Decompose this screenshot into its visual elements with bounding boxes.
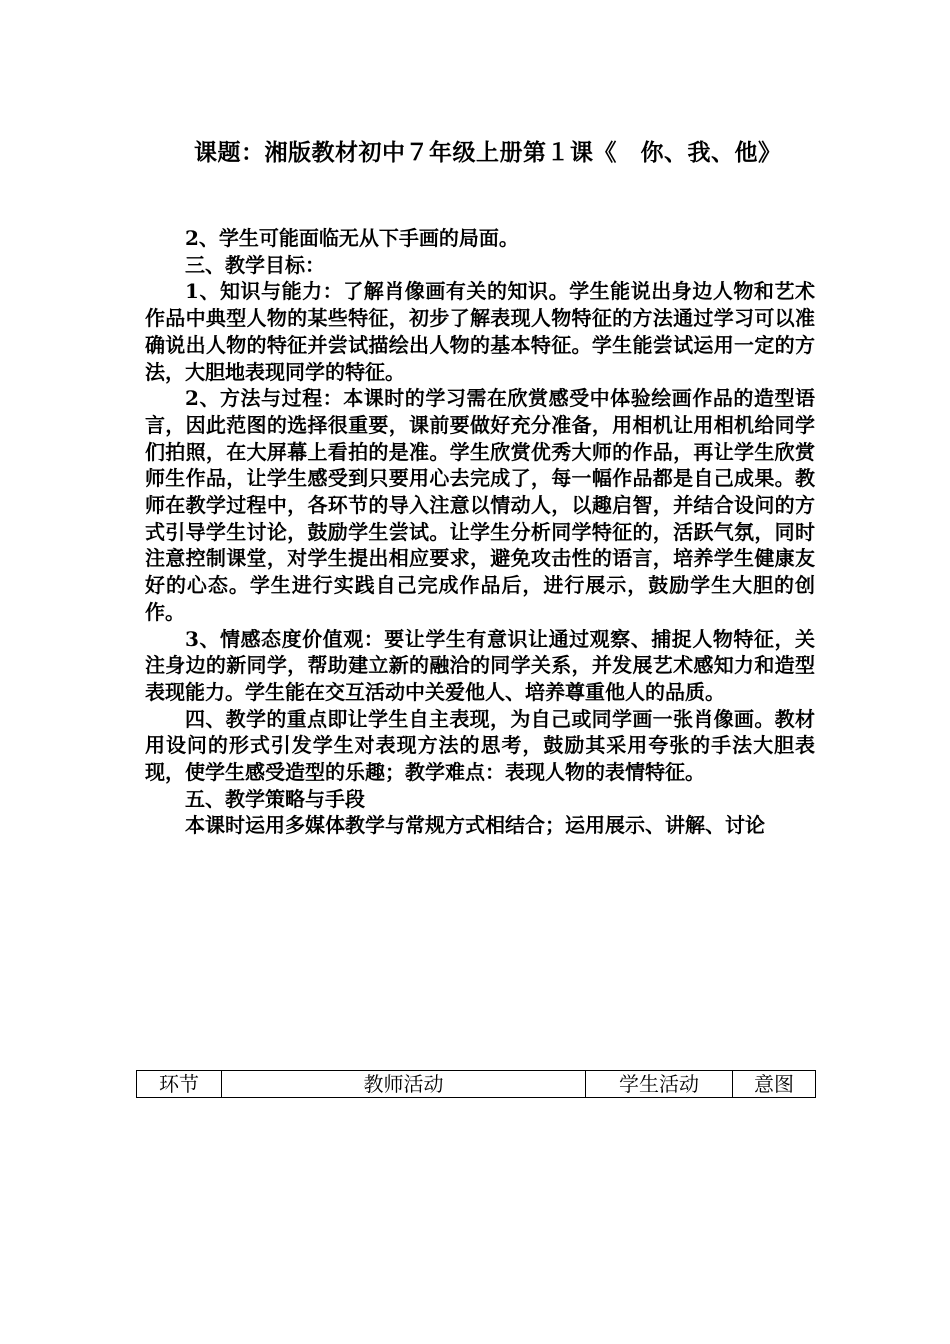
paragraph-key-points: 四、教学的重点即让学生自主表现，为自己或同学画一张肖像画。教材用设问的形式引发学生对表现方法的思考，鼓励其采用夸张的手法大胆表现，使学生感受造型的乐趣；教学难点：表现人物的表情特征。	[145, 706, 815, 785]
document-title: 课题：湘版教材初中７年级上册第１课《 你、我、他》	[194, 139, 782, 166]
heading-teaching-strategy: 五、教学策略与手段	[185, 786, 365, 811]
paragraph-teaching-methods: 本课时运用多媒体教学与常规方式相结合；运用展示、讲解、讨论	[185, 813, 765, 838]
paragraph-emotion-values: 3、情感态度价值观：要让学生有意识让通过观察、捕捉人物特征，关注身边的新同学，帮助建立新的融洽的同学关系，并发展艺术感知力和造型表现能力。学生能在交互活动中关爱他人、培养尊重他人的品质。	[145, 626, 815, 704]
header-student-activity: 学生活动	[586, 1071, 733, 1098]
header-stage: 环节	[137, 1071, 222, 1098]
header-teacher-activity: 教师活动	[222, 1071, 586, 1098]
activity-table	[136, 1070, 816, 1098]
document-body	[145, 225, 815, 839]
paragraph-method-process: 2、方法与过程：本课时的学习需在欣赏感受中体验绘画作品的造型语言，因此范图的选择很重要，课前要做好充分准备，用相机让用相机给同学们拍照，在大屏幕上看拍的是准。学生欣赏优秀大师的作品，再让学生欣赏师生作品，让学生感受到只要用心去完成了，每一幅作品都是自己成果。教师在教学过程中，各环节的导入注意以情动人，以趣启智，并结合设问的方式引导学生讨论，鼓励学生尝试。让学生分析同学特征的，活跃气氛，同时注意控制课堂，对学生提出相应要求，避免攻击性的语言，培养学生健康友好的心态。学生进行实践自己完成作品后，进行展示，鼓励学生大胆的创作。	[145, 386, 815, 624]
paragraph-knowledge-ability: 1、知识与能力：了解肖像画有关的知识。学生能说出身边人物和艺术作品中典型人物的某些特征，初步了解表现人物特征的方法通过学习可以准确说出人物的特征并尝试描绘出人物的基本特征。学生能尝试运用一定的方法，大胆地表现同学的特征。	[145, 279, 815, 384]
paragraph-student-difficulty: 2、学生可能面临无从下手画的局面。	[185, 226, 519, 250]
header-intent: 意图	[733, 1071, 816, 1098]
heading-teaching-goals: 三、教学目标：	[185, 252, 325, 277]
table-header-row	[137, 1071, 816, 1098]
